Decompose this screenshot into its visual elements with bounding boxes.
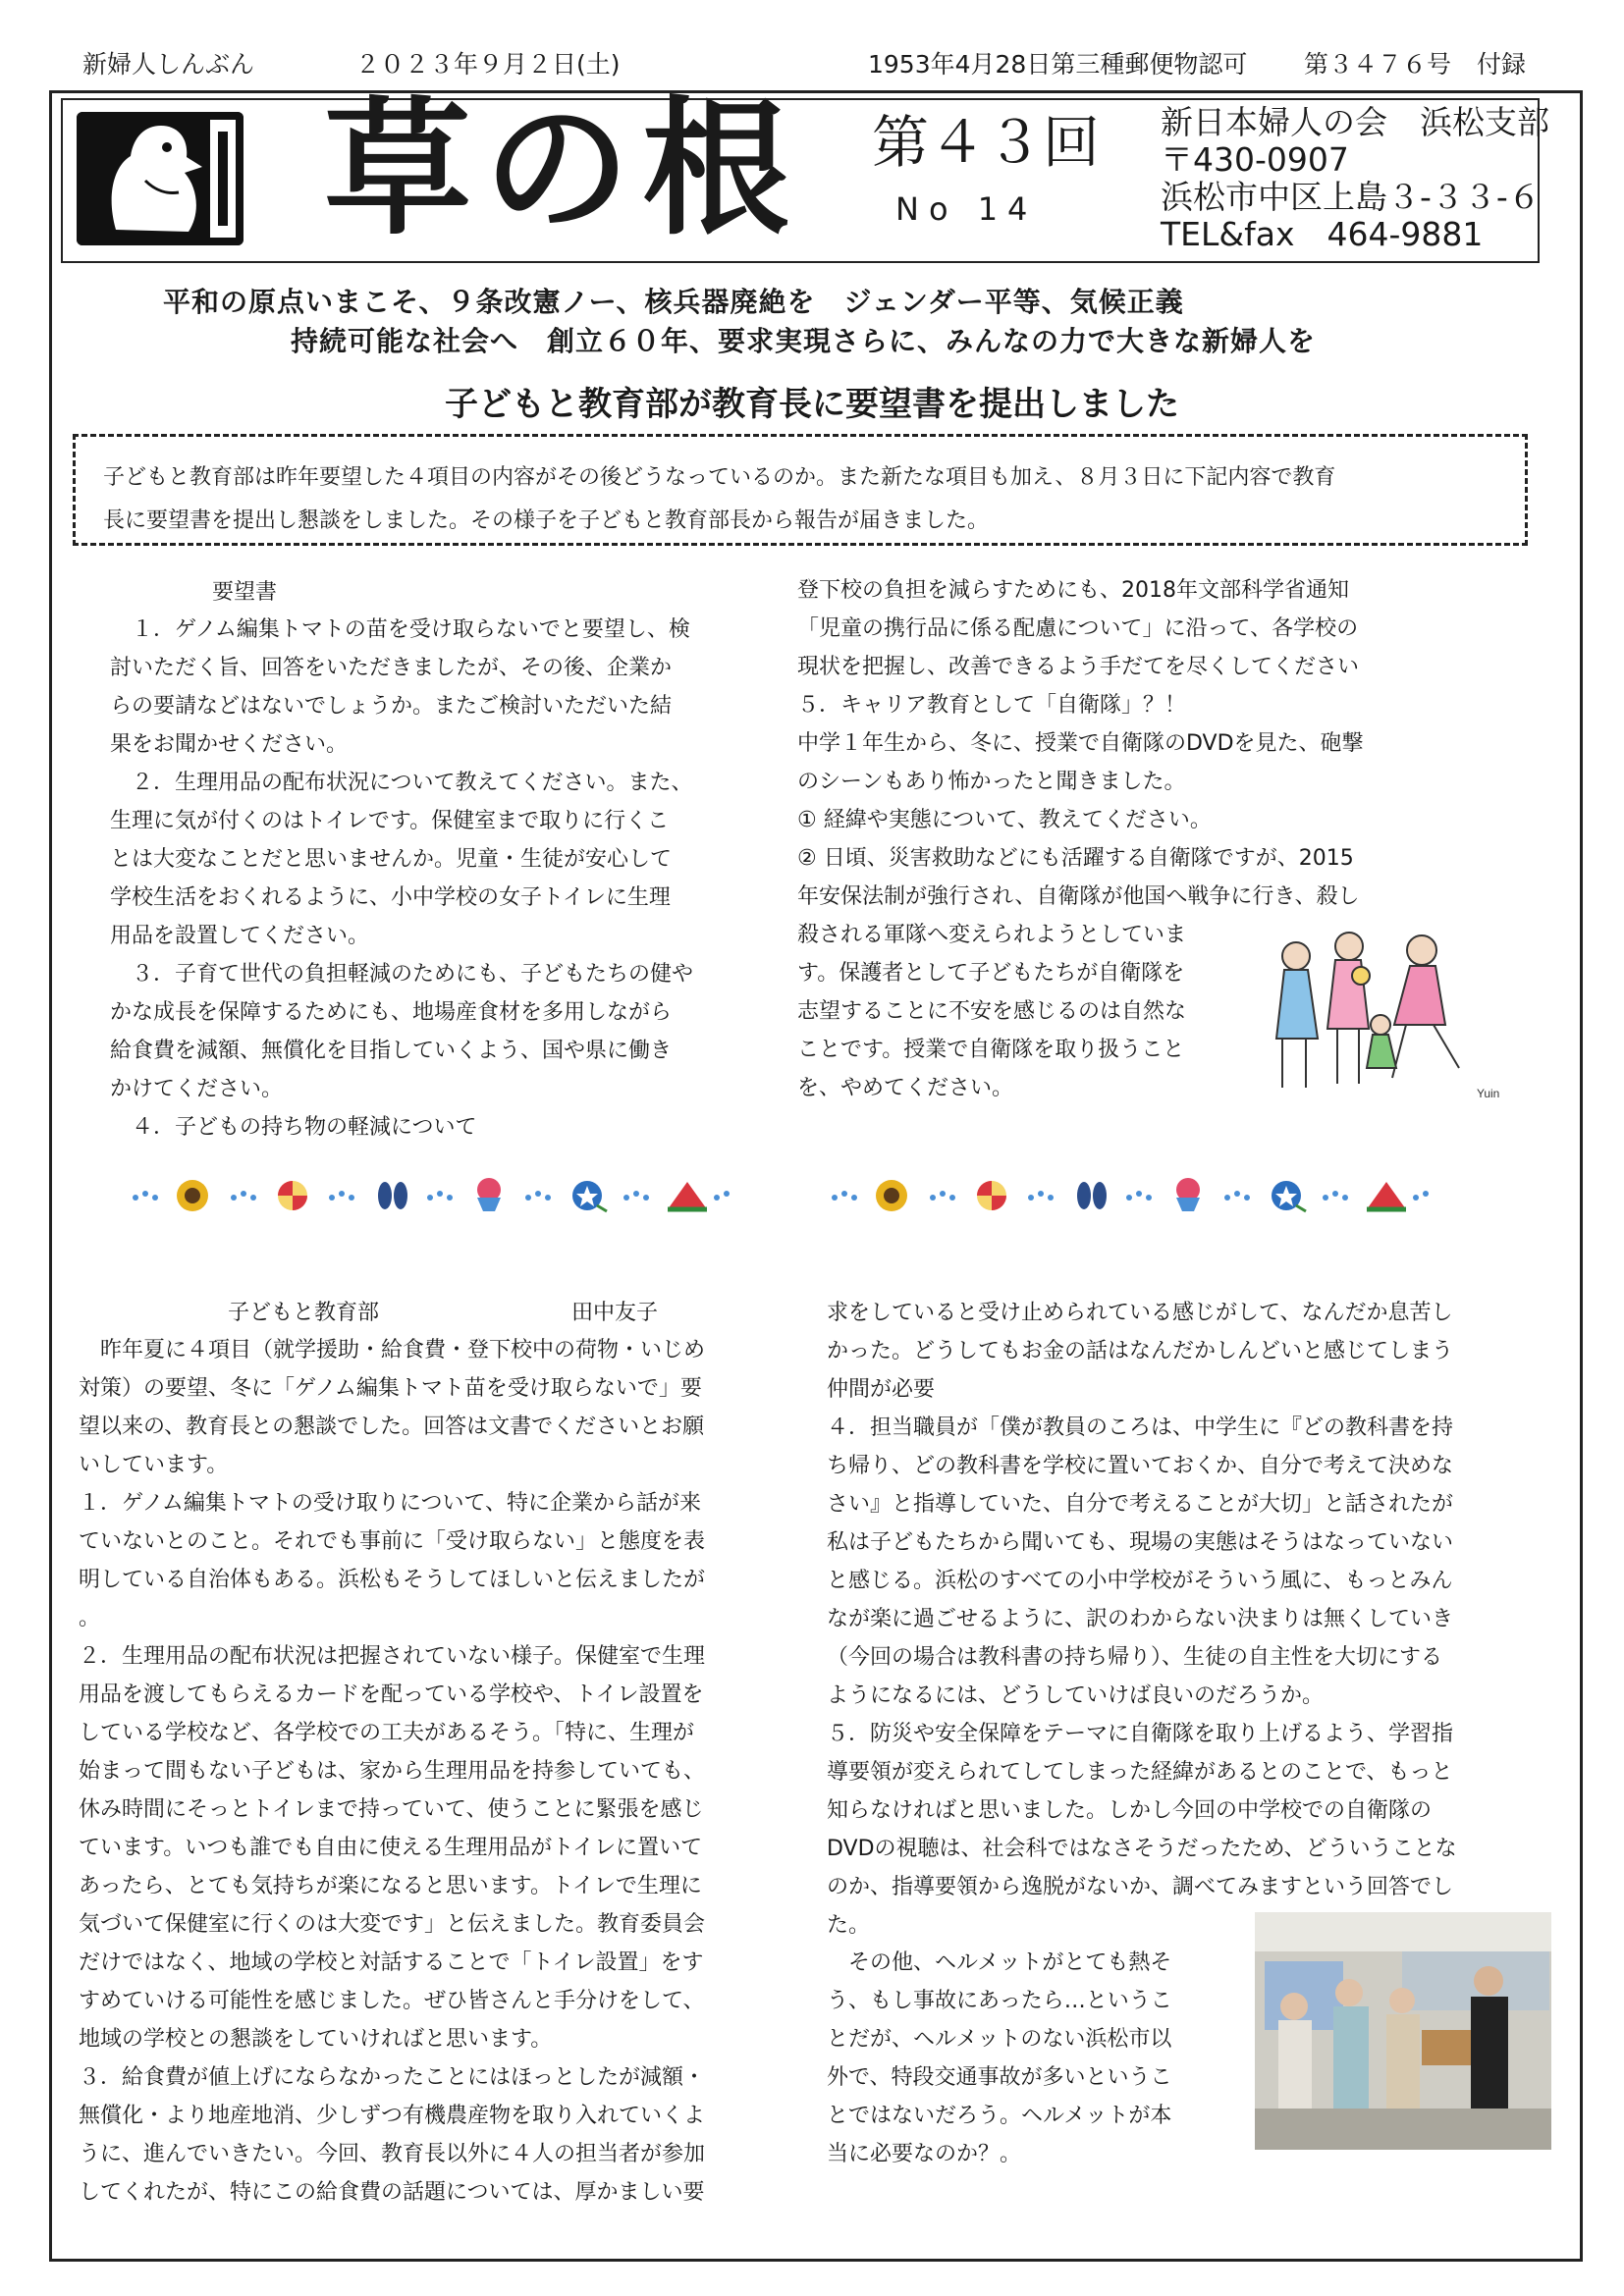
- request-right-line: 登下校の負担を減らすためにも、2018年文部科学省通知: [797, 578, 1349, 603]
- report-left-line: ています。いつも誰でも自由に使える生理用品がトイレに置いて: [79, 1836, 703, 1860]
- report-left-line: 明している自治体もある。浜松もそうしてほしいと伝えましたが: [79, 1568, 706, 1592]
- request-left-line: かけてください。: [110, 1077, 284, 1101]
- request-right-line: 中学１年生から、冬に、授業で自衛隊のDVDを見た、砲撃: [797, 731, 1364, 756]
- report-byline-dept: 子どもと教育部: [228, 1301, 380, 1325]
- illustration-signature: Yuin: [1477, 1087, 1500, 1100]
- meeting-photo: [1255, 1912, 1551, 2150]
- request-right-line: ② 日頃、災害救助などにも活躍する自衛隊ですが、2015: [797, 846, 1354, 871]
- report-left-line: 始まって間もない子どもは、家から生理用品を持参していても、: [79, 1759, 706, 1784]
- report-right-line: 知らなければと思いました。しかし今回の中学校での自衛隊の: [827, 1798, 1433, 1823]
- issue-count: 第４３回: [872, 109, 1101, 176]
- summer-decoration-right: [827, 1166, 1475, 1225]
- report-right-line: なが楽に過ごせるように、訳のわからない決まりは無くしていき: [827, 1607, 1454, 1631]
- report-left-line: ３．給食費が値上げにならなかったことにはほっとしたが減額・: [79, 2065, 706, 2090]
- request-right-line: ① 経緯や実態について、教えてください。: [797, 808, 1212, 832]
- watermelon-icon: [668, 1182, 707, 1209]
- report-right-line: ち帰り、どの教科書を学校に置いておくか、自分で考えて決めな: [827, 1454, 1454, 1478]
- postal-permit: 1953年4月28日第三種郵便物認可: [868, 50, 1248, 79]
- request-left-line: １．ゲノム編集トマトの苗を受け取らないでと要望し、検: [110, 617, 690, 642]
- report-left-line: だけではなく、地域の学校と対話することで「トイレ設置」をす: [79, 1950, 704, 1975]
- report-right-line: た。: [827, 1913, 871, 1938]
- slogan-line-1: 平和の原点いまこそ、９条改憲ノー、核兵器廃絶を ジェンダー平等、気候正義: [163, 286, 1184, 318]
- request-right-line: 志望することに不安を感じるのは自然な: [797, 999, 1187, 1024]
- report-left-line: 用品を渡してもらえるカードを配っている学校や、トイレ設置を: [79, 1682, 704, 1707]
- intro-line-2: 長に要望書を提出し懇談をしました。その様子を子どもと教育部長から報告が届きました。: [103, 508, 990, 533]
- request-left-line: 給食費を減額、無償化を目指していくよう、国や県に働き: [110, 1039, 673, 1063]
- request-right-line: ５．キャリア教育として「自衛隊」？！: [797, 693, 1187, 718]
- star-ball-icon: [1272, 1181, 1306, 1211]
- report-left-line: １．ゲノム編集トマトの受け取りについて、特に企業から話が来: [79, 1491, 702, 1516]
- report-left-line: 望以来の、教育長との懇談でした。回答は文書でくださいとお願: [79, 1415, 705, 1439]
- slogan-line-2: 持続可能な社会へ 創立６０年、要求実現さらに、みんなの力で大きな新婦人を: [291, 325, 1317, 357]
- report-right-column-bottom: [827, 1944, 1249, 2173]
- family-illustration: [1267, 931, 1510, 1103]
- star-ball-icon: [572, 1181, 607, 1211]
- sunflower-icon: [177, 1180, 208, 1211]
- intro-line-1: 子どもと教育部は昨年要望した４項目の内容がその後どうなっているのか。また新たな項目も加え、８月３日に下記内容で教育: [103, 465, 1336, 490]
- request-heading: 要望書: [212, 580, 278, 605]
- request-left-line: 討いただく旨、回答をいただきましたが、その後、企業か: [110, 656, 673, 680]
- report-right-bottom-line: う、もし事故にあったら…というこ: [827, 1989, 1172, 2013]
- publisher-address: 浜松市中区上島３-３３-６: [1161, 178, 1541, 216]
- request-left-line: 生理に気が付くのはトイレです。保健室まで取りに行くこ: [110, 809, 670, 833]
- report-left-line: すめていける可能性を感じました。ぜひ皆さんと手分けをして、: [79, 1989, 705, 2013]
- request-right-line: 現状を把握し、改善できるよう手だてを尽くしてください: [797, 655, 1360, 679]
- request-left-column: [110, 611, 787, 1147]
- request-right-line: 年安保法制が強行され、自衛隊が他国へ戦争に行き、殺し: [797, 884, 1360, 909]
- shaved-ice-icon: [477, 1178, 501, 1211]
- report-left-column: [79, 1331, 801, 2212]
- report-right-bottom-line: とではないだろう。ヘルメットが本: [827, 2104, 1172, 2128]
- issue-no: No 14: [895, 190, 1038, 228]
- intro-box: [73, 434, 1528, 546]
- request-left-line: 学校生活をおくれるように、小中学校の女子トイレに生理: [110, 885, 671, 910]
- request-left-line: ２．生理用品の配布状況について教えてください。また、: [110, 771, 693, 795]
- publisher-zip: 〒430-0907: [1161, 140, 1349, 179]
- report-left-line: 気づいて保健室に行くのは大変です」と伝えました。教育委員会: [79, 1912, 706, 1937]
- paper-number: 第３４７６号: [1304, 50, 1452, 79]
- report-left-line: いしています。: [79, 1453, 229, 1477]
- report-left-line: あったら、とても気持ちが楽になると思います。トイレで生理に: [79, 1874, 702, 1898]
- sunflower-icon: [876, 1180, 907, 1211]
- request-left-line: ４．子どもの持ち物の軽減について: [110, 1115, 477, 1140]
- page-headline: 子どもと教育部が教育長に要望書を提出しました: [445, 385, 1179, 424]
- report-right-column: [827, 1294, 1553, 1945]
- request-right-line: を、やめてください。: [797, 1076, 1014, 1100]
- sandals-icon: [1077, 1182, 1107, 1209]
- report-left-line: 地域の学校との懇談をしていければと思います。: [79, 2027, 553, 2052]
- request-right-line: ことです。授業で自衛隊を取り扱うこと: [797, 1038, 1185, 1062]
- request-right-line: 「児童の携行品に係る配慮について」に沿って、各学校の: [797, 616, 1359, 641]
- watermelon-icon: [1367, 1182, 1406, 1209]
- report-right-line: 仲間が必要: [827, 1377, 936, 1402]
- request-left-line: 用品を設置してください。: [110, 924, 370, 948]
- request-left-line: かな成長を保障するためにも、地場産食材を多用しながら: [110, 1000, 673, 1025]
- supplement-label: 付録: [1477, 50, 1527, 79]
- report-right-line: のか、指導要領から逸脱がないか、調べてみますという回答でし: [827, 1875, 1454, 1899]
- beach-ball-icon: [977, 1181, 1006, 1210]
- report-right-line: 導要領が変えられてしてしまった経緯があるとのことで、もっと: [827, 1760, 1453, 1785]
- report-right-line: DVDの視聴は、社会科ではなさそうだったため、どういうことな: [827, 1837, 1457, 1861]
- report-left-line: 。: [79, 1606, 101, 1630]
- report-right-bottom-line: 外で、特段交通事故が多いというこ: [827, 2065, 1172, 2090]
- publisher-org: 新日本婦人の会 浜松支部: [1161, 103, 1549, 141]
- report-left-line: してくれたが、特にこの給食費の話題については、厚かましい要: [79, 2180, 705, 2205]
- report-right-line: と感じる。浜松のすべての小中学校がそういう風に、もっとみん: [827, 1569, 1453, 1593]
- request-left-line: 果をお聞かせください。: [110, 732, 349, 757]
- paper-name: 新婦人しんぶん: [82, 50, 255, 79]
- beach-ball-icon: [278, 1181, 307, 1210]
- report-byline-name: 田中友子: [571, 1301, 659, 1325]
- issue-date: ２０２３年９月２日(土): [355, 50, 621, 79]
- report-left-line: している学校など、各学校での工夫があるそう。「特に、生理が: [79, 1721, 695, 1745]
- report-left-line: 休み時間にそっとトイレまで持っていて、使うことに緊張を感じ: [79, 1797, 704, 1822]
- request-left-line: らの要請などはないでしょうか。またご検討いただいた結: [110, 694, 673, 719]
- report-right-line: ４．担当職員が「僕が教員のころは、中学生に『どの教科書を持: [827, 1415, 1454, 1440]
- report-left-line: 無償化・より地産地消、少しずつ有機農産物を取り入れていくよ: [79, 2104, 706, 2128]
- report-right-line: ５．防災や安全保障をテーマに自衛隊を取り上げるよう、学習指: [827, 1722, 1454, 1746]
- bird-logo: [77, 112, 244, 245]
- sandals-icon: [378, 1182, 407, 1209]
- report-left-line: うに、進んでいきたい。今回、教育長以外に４人の担当者が参加: [79, 2142, 706, 2166]
- report-left-line: 昨年夏に４項目（就学援助・給食費・登下校中の荷物・いじめ: [79, 1338, 706, 1362]
- report-right-line: さい』と指導していた、自分で考えることが大切」と話されたが: [827, 1492, 1454, 1517]
- report-left-line: 対策）の要望、冬に「ゲノム編集トマト苗を受け取らないで」要: [79, 1376, 702, 1401]
- request-right-line: す。保護者として子どもたちが自衛隊を: [797, 961, 1185, 986]
- request-left-line: ３．子育て世代の負担軽減のためにも、子どもたちの健や: [110, 962, 694, 987]
- report-left-line: ２．生理用品の配布状況は把握されていない様子。保健室で生理: [79, 1644, 706, 1669]
- request-left-line: とは大変なことだと思いませんか。児童・生徒が安心して: [110, 847, 673, 872]
- report-right-bottom-line: 当に必要なのか？。: [827, 2142, 1022, 2166]
- publisher-tel: TEL&fax 464-9881: [1161, 215, 1484, 253]
- report-left-line: ていないとのこと。それでも事前に「受け取らない」と態度を表: [79, 1529, 706, 1554]
- report-right-line: 求をしていると受け止められている感じがして、なんだか息苦し: [827, 1301, 1453, 1325]
- request-right-line: 殺される軍隊へ変えられようとしていま: [797, 923, 1187, 947]
- report-right-bottom-line: その他、ヘルメットがとても熱そ: [827, 1950, 1172, 1975]
- report-right-line: （今回の場合は教科書の持ち帰り）、生徒の自主性を大切にする: [827, 1645, 1443, 1670]
- newsletter-title: 草の根: [324, 84, 802, 255]
- summer-decoration-left: [128, 1166, 776, 1225]
- report-right-line: 私は子どもたちから聞いても、現場の実態はそうはなっていない: [827, 1530, 1454, 1555]
- request-right-line: のシーンもあり怖かったと聞きました。: [797, 770, 1186, 794]
- shaved-ice-icon: [1176, 1178, 1200, 1211]
- report-right-line: ようになるには、どうしていけば良いのだろうか。: [827, 1683, 1325, 1708]
- report-right-bottom-line: とだが、ヘルメットのない浜松市以: [827, 2027, 1172, 2052]
- bird-icon: [77, 112, 244, 245]
- report-right-line: かった。どうしてもお金の話はなんだかしんどいと感じてしまう: [827, 1339, 1454, 1363]
